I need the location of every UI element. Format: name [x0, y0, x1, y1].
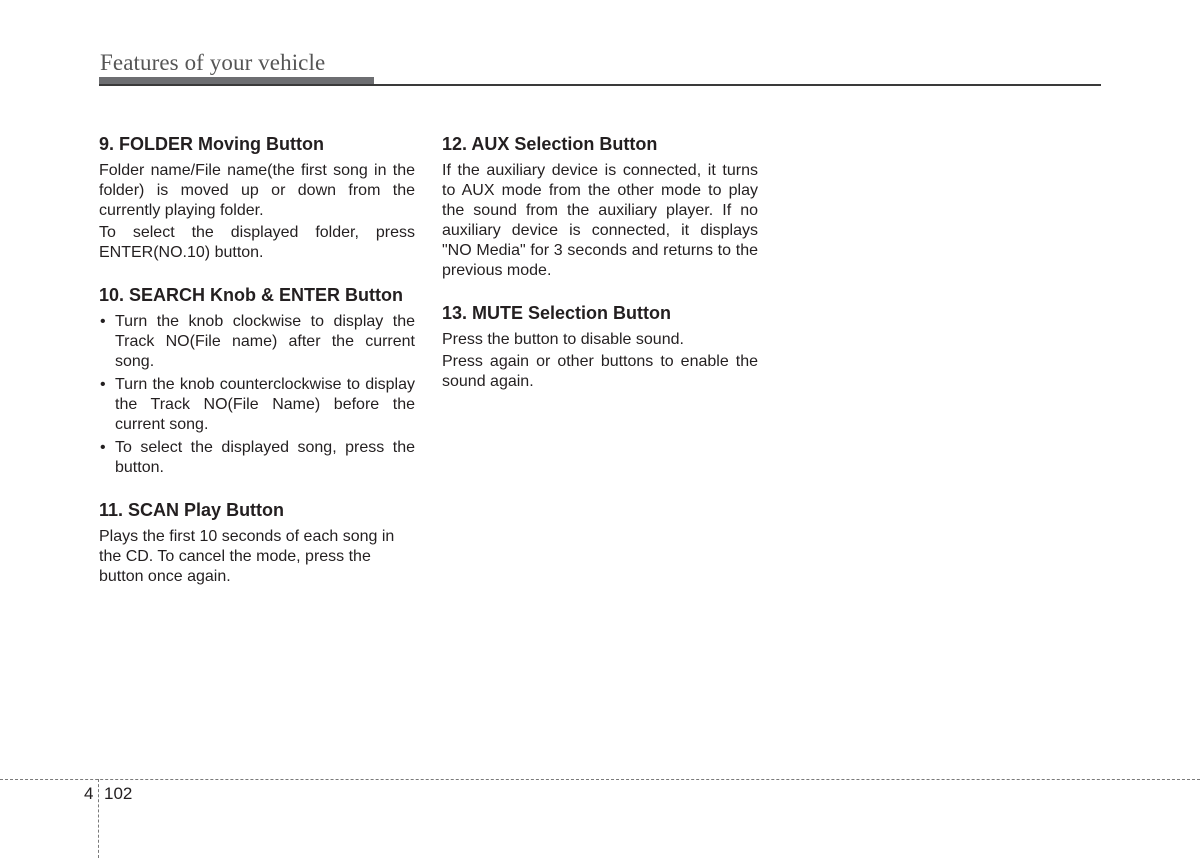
footer-dashed-divider: [98, 779, 99, 858]
list-item: • Turn the knob counterclockwise to display the Track NO(File Name) before the current song.: [100, 376, 415, 433]
page-number: 102: [104, 784, 133, 803]
paragraph: Plays the first 10 seconds of each song in the CD. To cancel the mode, press the button once again.: [99, 528, 395, 585]
footer-dashed-rule: [0, 779, 1200, 780]
section-title: 12. AUX Selection Button: [442, 134, 658, 154]
paragraph: Folder name/File name(the first song in the folder) is moved up or down from the currently playing folder.: [99, 162, 415, 219]
paragraph: If the auxiliary device is connected, it turns to AUX mode from the other mode to play the sound from the auxiliary player. If no auxiliary device is connected, it displays "NO Media" for 3 seconds and returns to the previous mode.: [442, 162, 758, 279]
paragraph: To select the displayed folder, press ENTER(NO.10) button.: [99, 224, 415, 261]
section-title: 10. SEARCH Knob & ENTER Button: [99, 285, 403, 305]
header-accent-bar: [99, 77, 374, 84]
section-aux-selection-button: [442, 134, 758, 281]
bullet-icon: •: [100, 313, 106, 330]
section-mute-selection-button: [442, 303, 758, 392]
left-column: [99, 134, 415, 609]
paragraph: Press again or other buttons to enable the sound again.: [442, 353, 758, 390]
section-title: 9. FOLDER Moving Button: [99, 134, 324, 154]
section-folder-moving-button: [99, 134, 415, 263]
bullet-icon: •: [100, 376, 106, 393]
bullet-list: [99, 312, 415, 478]
list-item: • To select the displayed song, press the button.: [100, 439, 415, 476]
section-title: 13. MUTE Selection Button: [442, 303, 672, 323]
section-search-knob-enter: [99, 285, 415, 478]
section-title: 11. SCAN Play Button: [99, 500, 285, 520]
paragraph: Press the button to disable sound.: [442, 331, 684, 348]
section-scan-play-button: [99, 500, 415, 587]
header-rule: [99, 84, 1101, 86]
list-item: • Turn the knob clockwise to display the Track NO(File name) after the current song.: [100, 313, 415, 370]
chapter-number: 4: [84, 784, 94, 803]
middle-column: [442, 134, 758, 414]
page-header-title: Features of your vehicle: [100, 50, 326, 75]
bullet-icon: •: [100, 439, 106, 456]
